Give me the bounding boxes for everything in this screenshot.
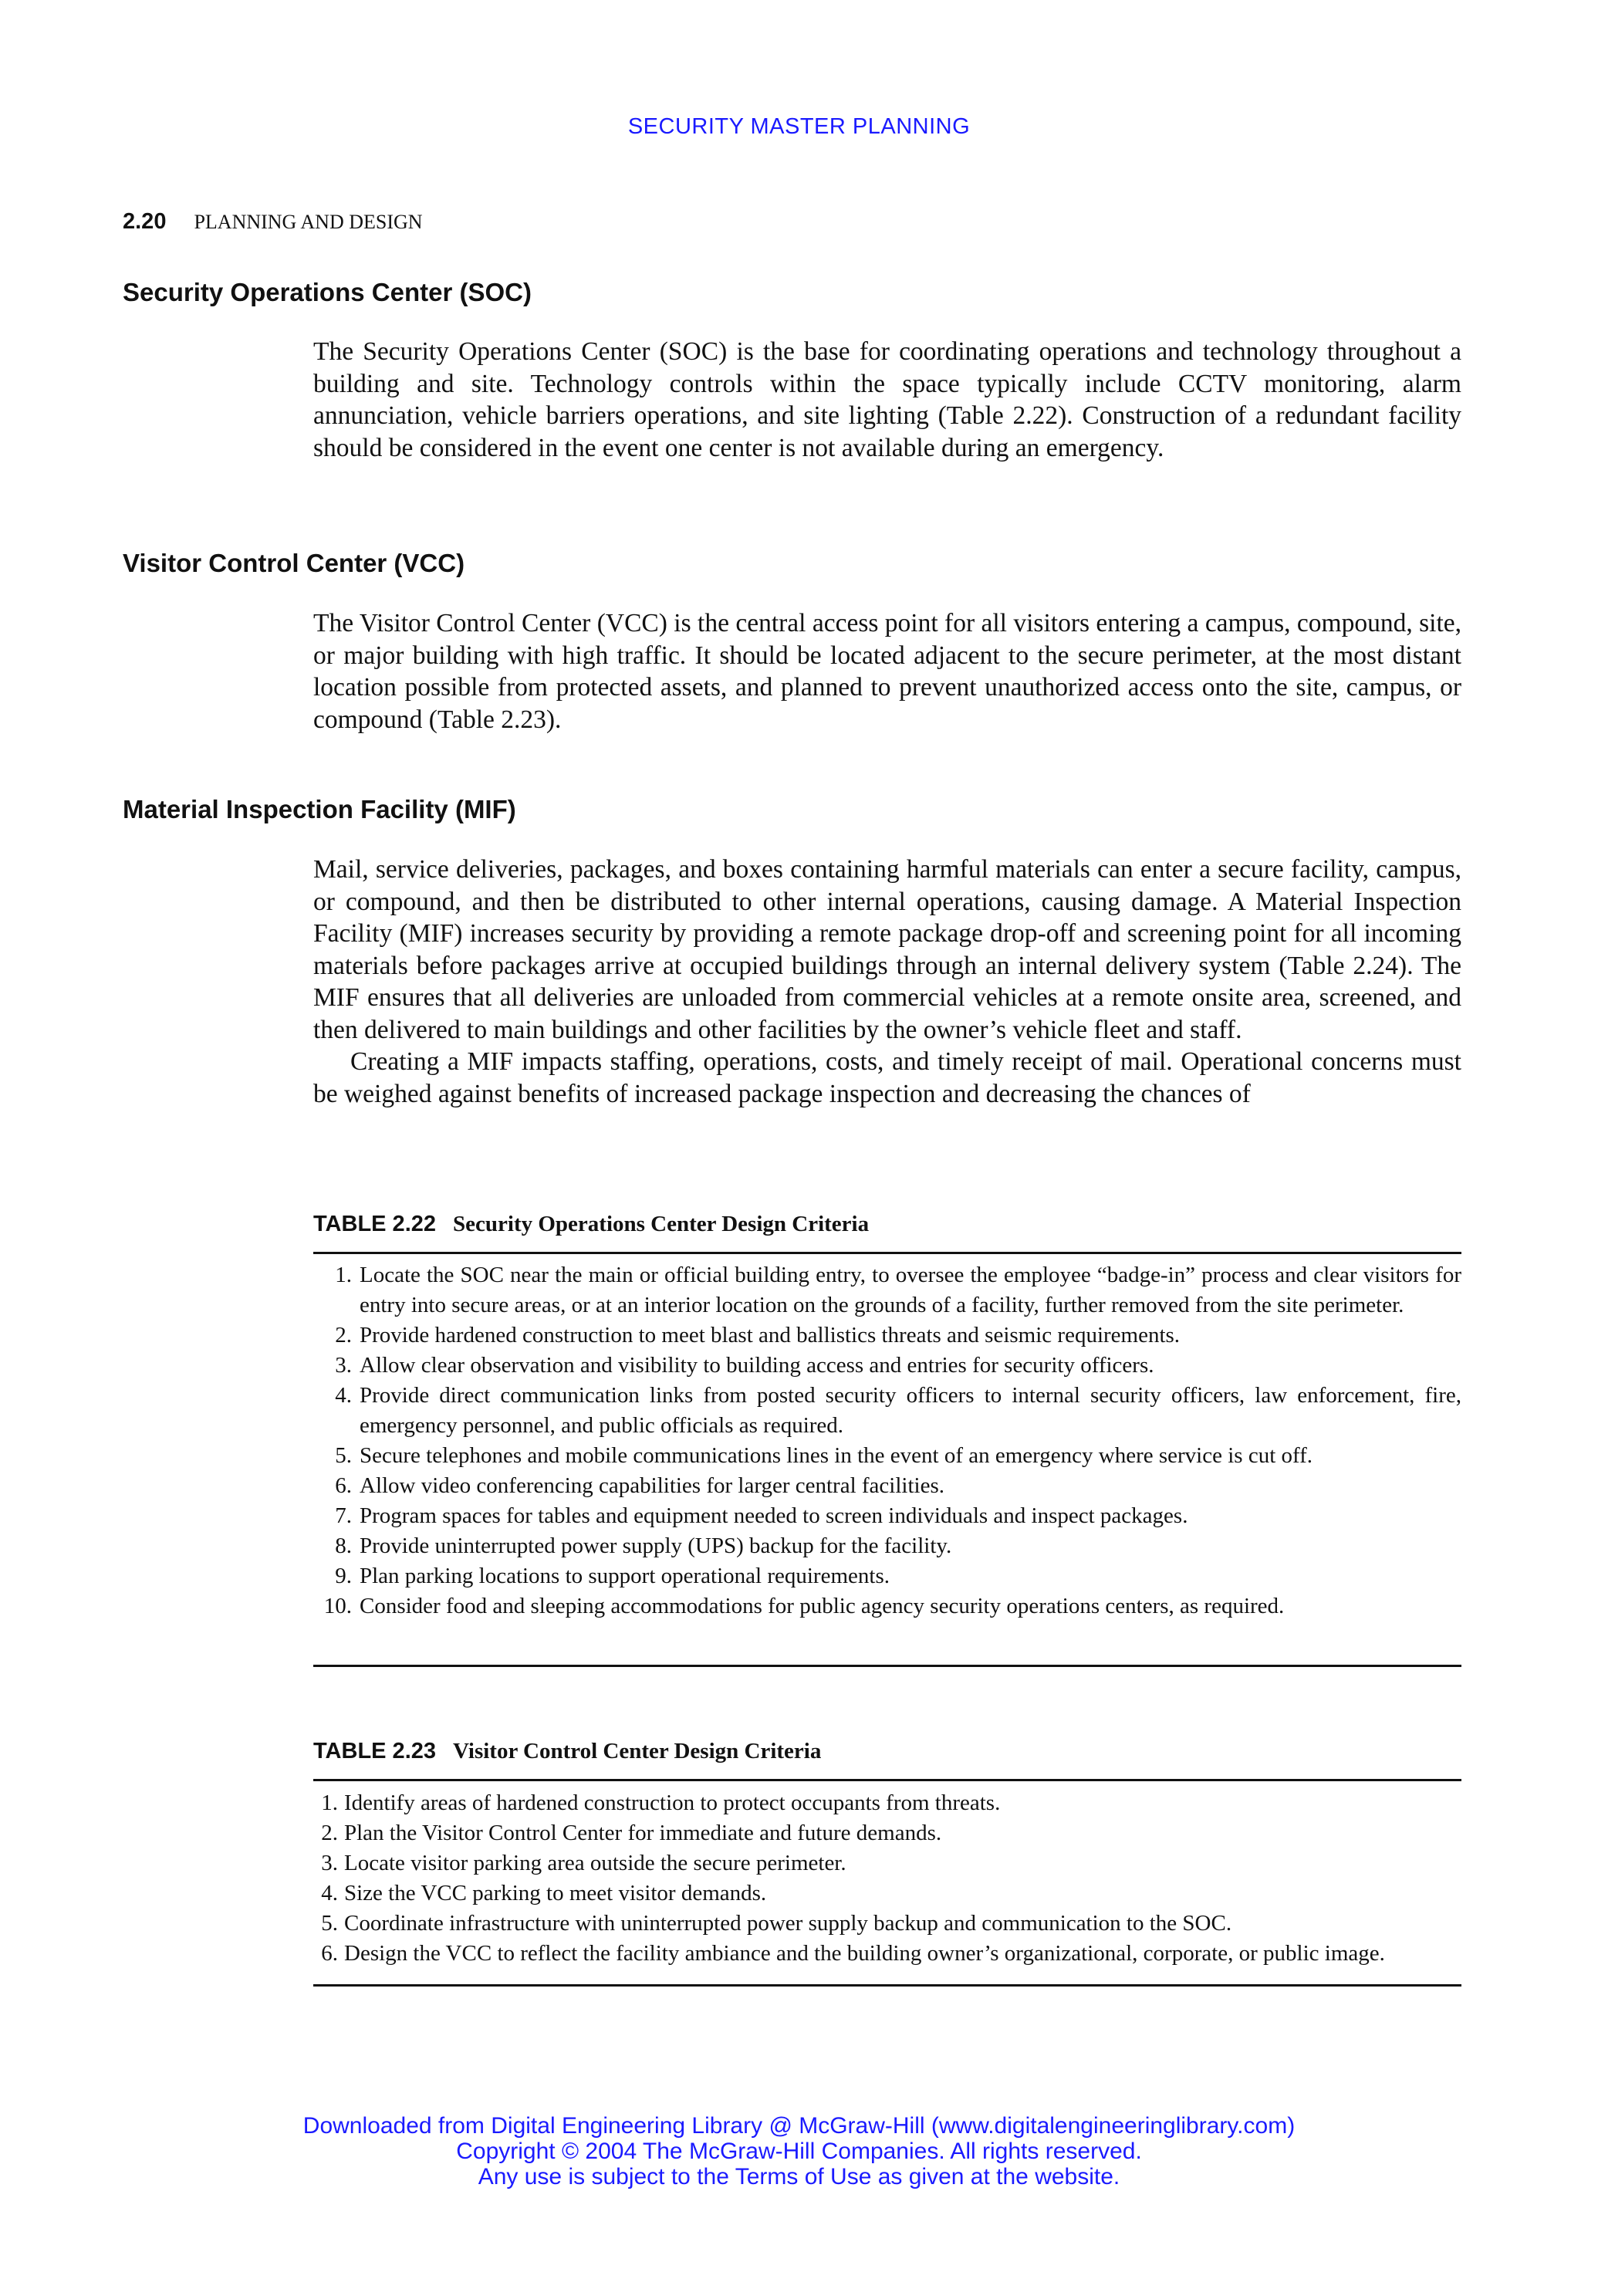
criteria-item-text: Provide uninterrupted power supply (UPS) backup for the facility.	[360, 1533, 952, 1558]
vcc-paragraph-block	[313, 607, 1461, 735]
criteria-item-text: Size the VCC parking to meet visitor demands.	[344, 1881, 767, 1905]
criteria-item	[313, 1351, 1461, 1381]
criteria-item	[313, 1381, 1461, 1441]
criteria-item-number: 3.	[335, 1353, 352, 1378]
criteria-item-number: 9.	[335, 1564, 352, 1588]
page-number: 2.20	[123, 209, 167, 234]
criteria-item-text: Provide direct communication links from posted security officers to internal security officers, law enforcement, fire, emergency personnel, and public officials as required.	[360, 1383, 1461, 1438]
criteria-item-number: 6.	[321, 1941, 338, 1966]
criteria-item	[313, 1939, 1461, 1969]
criteria-item-number: 3.	[321, 1851, 338, 1875]
criteria-item-number: 6.	[335, 1473, 352, 1498]
table-2-22-caption	[313, 1212, 1461, 1237]
running-head: SECURITY MASTER PLANNING	[627, 114, 971, 139]
criteria-item-text: Provide hardened construction to meet blast and ballistics threats and seismic requirements.	[360, 1323, 1181, 1348]
vcc-paragraph: The Visitor Control Center (VCC) is the central access point for all visitors entering a campus, compound, site, or major building with high traffic. It should be located adjacent to the secure perimeter, at the most distant location possible from protected assets, and planned to prevent unauthorized access onto the site, campus, or compound (Table 2.23).	[313, 609, 1461, 734]
criteria-item	[313, 1878, 1461, 1909]
criteria-item-number: 2.	[321, 1821, 338, 1845]
criteria-item-number: 8.	[335, 1533, 352, 1558]
criteria-item-text: Coordinate infrastructure with uninterrupted power supply backup and communication to the SOC.	[344, 1911, 1232, 1936]
mif-paragraph-block	[313, 854, 1461, 1110]
table-2-23-bottom-rule	[313, 1984, 1461, 1987]
criteria-item	[313, 1591, 1461, 1621]
criteria-item-text: Allow video conferencing capabilities for larger central facilities.	[360, 1473, 944, 1498]
table-2-22-list	[313, 1260, 1461, 1621]
criteria-item-text: Design the VCC to reflect the facility ambiance and the building owner’s organizational, corporate, or public image.	[344, 1941, 1385, 1966]
table-2-23-caption	[313, 1739, 1461, 1764]
folio	[123, 209, 423, 235]
criteria-item-number: 4.	[321, 1881, 338, 1905]
vcc-heading: Visitor Control Center (VCC)	[123, 549, 465, 577]
criteria-item-text: Plan the Visitor Control Center for immediate and future demands.	[344, 1821, 942, 1845]
criteria-item	[313, 1788, 1461, 1818]
table-2-22-bottom-rule	[313, 1665, 1461, 1667]
criteria-item	[313, 1320, 1461, 1351]
criteria-item-text: Allow clear observation and visibility to building access and entries for security officers.	[360, 1353, 1154, 1378]
table-2-22-top-rule	[313, 1252, 1461, 1254]
table-2-23-title: Visitor Control Center Design Criteria	[453, 1739, 822, 1763]
criteria-item-number: 1.	[321, 1790, 338, 1815]
criteria-item	[313, 1848, 1461, 1878]
criteria-item	[313, 1501, 1461, 1531]
criteria-item-text: Locate visitor parking area outside the secure perimeter.	[344, 1851, 846, 1875]
mif-paragraph-2: Creating a MIF impacts staffing, operations, costs, and timely receipt of mail. Operational concerns must be weighed against benefits of increased package inspection and decreasing the chances of	[313, 1047, 1461, 1108]
table-2-22-title: Security Operations Center Design Criteria	[453, 1212, 870, 1236]
criteria-item-text: Plan parking locations to support operational requirements.	[360, 1564, 890, 1588]
criteria-item-text: Identify areas of hardened construction to protect occupants from threats.	[344, 1790, 1001, 1815]
section-title: PLANNING AND DESIGN	[194, 211, 423, 233]
criteria-item-number: 4.	[335, 1383, 352, 1408]
criteria-item-text: Locate the SOC near the main or official building entry, to oversee the employee “badge-in” process and clear visitors for entry into secure areas, or at an interior location on the grounds of a facility, further removed from the site perimeter.	[360, 1263, 1461, 1317]
soc-heading: Security Operations Center (SOC)	[123, 278, 532, 306]
criteria-item-number: 10.	[323, 1594, 352, 1618]
footer-terms-notice: Any use is subject to the Terms of Use as given at the website.	[478, 2164, 1120, 2189]
table-2-23-list	[313, 1788, 1461, 1969]
criteria-item	[313, 1441, 1461, 1471]
criteria-item-number: 7.	[335, 1503, 352, 1528]
mif-heading: Material Inspection Facility (MIF)	[123, 795, 516, 823]
criteria-item-text: Secure telephones and mobile communications lines in the event of an emergency where service is cut off.	[360, 1443, 1313, 1468]
footer-copyright: Copyright © 2004 The McGraw-Hill Companies. All rights reserved.	[456, 2139, 1142, 2164]
criteria-item-number: 5.	[335, 1443, 352, 1468]
table-2-22-label: TABLE 2.22	[313, 1212, 437, 1236]
table-2-23-label: TABLE 2.23	[313, 1739, 437, 1763]
criteria-item-number: 5.	[321, 1911, 338, 1936]
criteria-item	[313, 1531, 1461, 1561]
soc-paragraph-block	[313, 336, 1461, 464]
mif-paragraph-1: Mail, service deliveries, packages, and boxes containing harmful materials can enter a secure facility, campus, or compound, and then be distributed to other internal operations, causing damage. A Material Inspection Facility (MIF) increases security by providing a remote package drop-off and screening point for all incoming materials before packages arrive at occupied buildings through an internal delivery system (Table 2.24). The MIF ensures that all deliveries are unloaded from commercial vehicles at a remote onsite area, screened, and then delivered to main buildings and other facilities by the owner’s vehicle fleet and staff.	[313, 855, 1461, 1044]
criteria-item	[313, 1471, 1461, 1501]
footer-download-notice[interactable]: Downloaded from Digital Engineering Library @ McGraw-Hill (www.digitalengineeringlibrary.com)	[302, 2113, 1296, 2139]
criteria-item-number: 2.	[335, 1323, 352, 1348]
criteria-item-number: 1.	[335, 1263, 352, 1287]
criteria-item	[313, 1260, 1461, 1320]
criteria-item-text: Program spaces for tables and equipment needed to screen individuals and inspect packages.	[360, 1503, 1188, 1528]
criteria-item	[313, 1561, 1461, 1591]
criteria-item	[313, 1818, 1461, 1848]
table-2-23-top-rule	[313, 1779, 1461, 1781]
criteria-item	[313, 1909, 1461, 1939]
criteria-item-text: Consider food and sleeping accommodations for public agency security operations centers, as required.	[360, 1594, 1285, 1618]
soc-paragraph: The Security Operations Center (SOC) is the base for coordinating operations and technology throughout a building and site. Technology controls within the space typically include CCTV monitoring, alarm annunciation, vehicle barriers operations, and site lighting (Table 2.22). Construction of a redundant facility should be considered in the event one center is not available during an emergency.	[313, 337, 1461, 462]
